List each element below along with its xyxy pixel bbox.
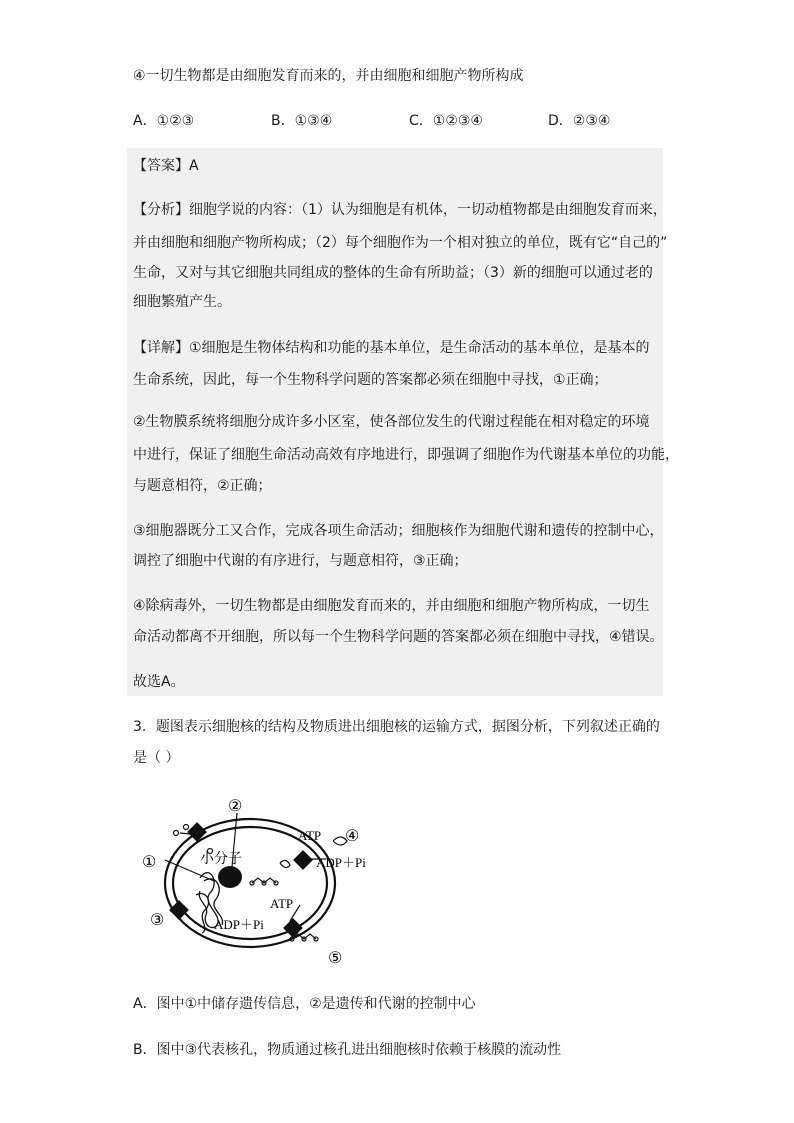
detail-line: 与题意相符，②正确； (133, 478, 272, 494)
detail-line: 生命系统，因此，每一个生物科学问题的答案都必须在细胞中寻找，①正确； (133, 372, 608, 388)
label-3: ③ (150, 912, 165, 929)
answer-line: 【答案】A (133, 158, 199, 174)
q3-option-b[interactable]: B．图中③代表核孔，物质通过核孔进出细胞核时依赖于核膜的流动性 (133, 1042, 562, 1058)
previous-statement: ④一切生物都是由细胞发育而来的，并由细胞和细胞产物所构成 (133, 68, 524, 84)
detail-line: ②生物膜系统将细胞分成许多小区室，使各部位发生的代谢过程能在相对稳定的环境 (133, 414, 650, 430)
detail-line: ④除病毒外，一切生物都是由细胞发育而来的，并由细胞和细胞产物所构成，一切生 (133, 598, 650, 614)
analysis-line: 细胞繁殖产生。 (133, 294, 231, 310)
analysis-line: 并由细胞和细胞产物所构成；（2）每个细胞作为一个相对独立的单位，既有它“自己的” (133, 235, 668, 251)
label-adp-bottom: ADP＋Pi (214, 917, 264, 932)
question-3-stem: 是（ ） (133, 750, 180, 766)
q2-option-b[interactable]: B．①③④ (271, 113, 333, 129)
detail-line: ③细胞器既分工又合作，完成各项生命活动；细胞核作为细胞代谢和遗传的控制中心， (133, 523, 664, 539)
q2-option-d[interactable]: D．②③④ (548, 113, 611, 129)
nucleus-diagram (140, 793, 380, 973)
label-atp-bottom: ATP (270, 896, 294, 911)
label-small-molecule: 小分子 (200, 852, 242, 867)
label-4: ④ (345, 828, 360, 845)
q3-option-a[interactable]: A．图中①中储存遗传信息，②是遗传和代谢的控制中心 (133, 996, 476, 1012)
question-3-stem: 3．题图表示细胞核的结构及物质进出细胞核的运输方式，据图分析，下列叙述正确的 (133, 719, 660, 735)
nucleolus-icon (218, 866, 242, 888)
detail-line: 【详解】①细胞是生物体结构和功能的基本单位，是生命活动的基本单位，是基本的 (133, 340, 650, 356)
detail-line: 中进行，保证了细胞生命活动高效有序地进行，即强调了细胞作为代谢基本单位的功能， (133, 447, 679, 463)
analysis-line: 生命，又对与其它细胞共同组成的整体的生命有所助益；（3）新的细胞可以通过老的 (133, 265, 653, 281)
detail-line: 故选A。 (133, 674, 185, 690)
analysis-line: 【分析】细胞学说的内容：（1）认为细胞是有机体，一切动植物都是由细胞发育而来， (133, 202, 667, 218)
label-adp-top: ADP＋Pi (316, 855, 366, 870)
q2-option-c[interactable]: C．①②③④ (409, 113, 483, 129)
label-5: ⑤ (328, 950, 343, 967)
label-atp-top: ATP (298, 828, 322, 843)
label-2: ② (228, 798, 243, 815)
label-1: ① (142, 854, 157, 871)
detail-line: 命活动都离不开细胞，所以每一个生物科学问题的答案都必须在细胞中寻找，④错误。 (133, 629, 664, 645)
q2-option-a[interactable]: A．①②③ (133, 113, 195, 129)
detail-line: 调控了细胞中代谢的有序进行，与题意相符，③正确； (133, 553, 468, 569)
